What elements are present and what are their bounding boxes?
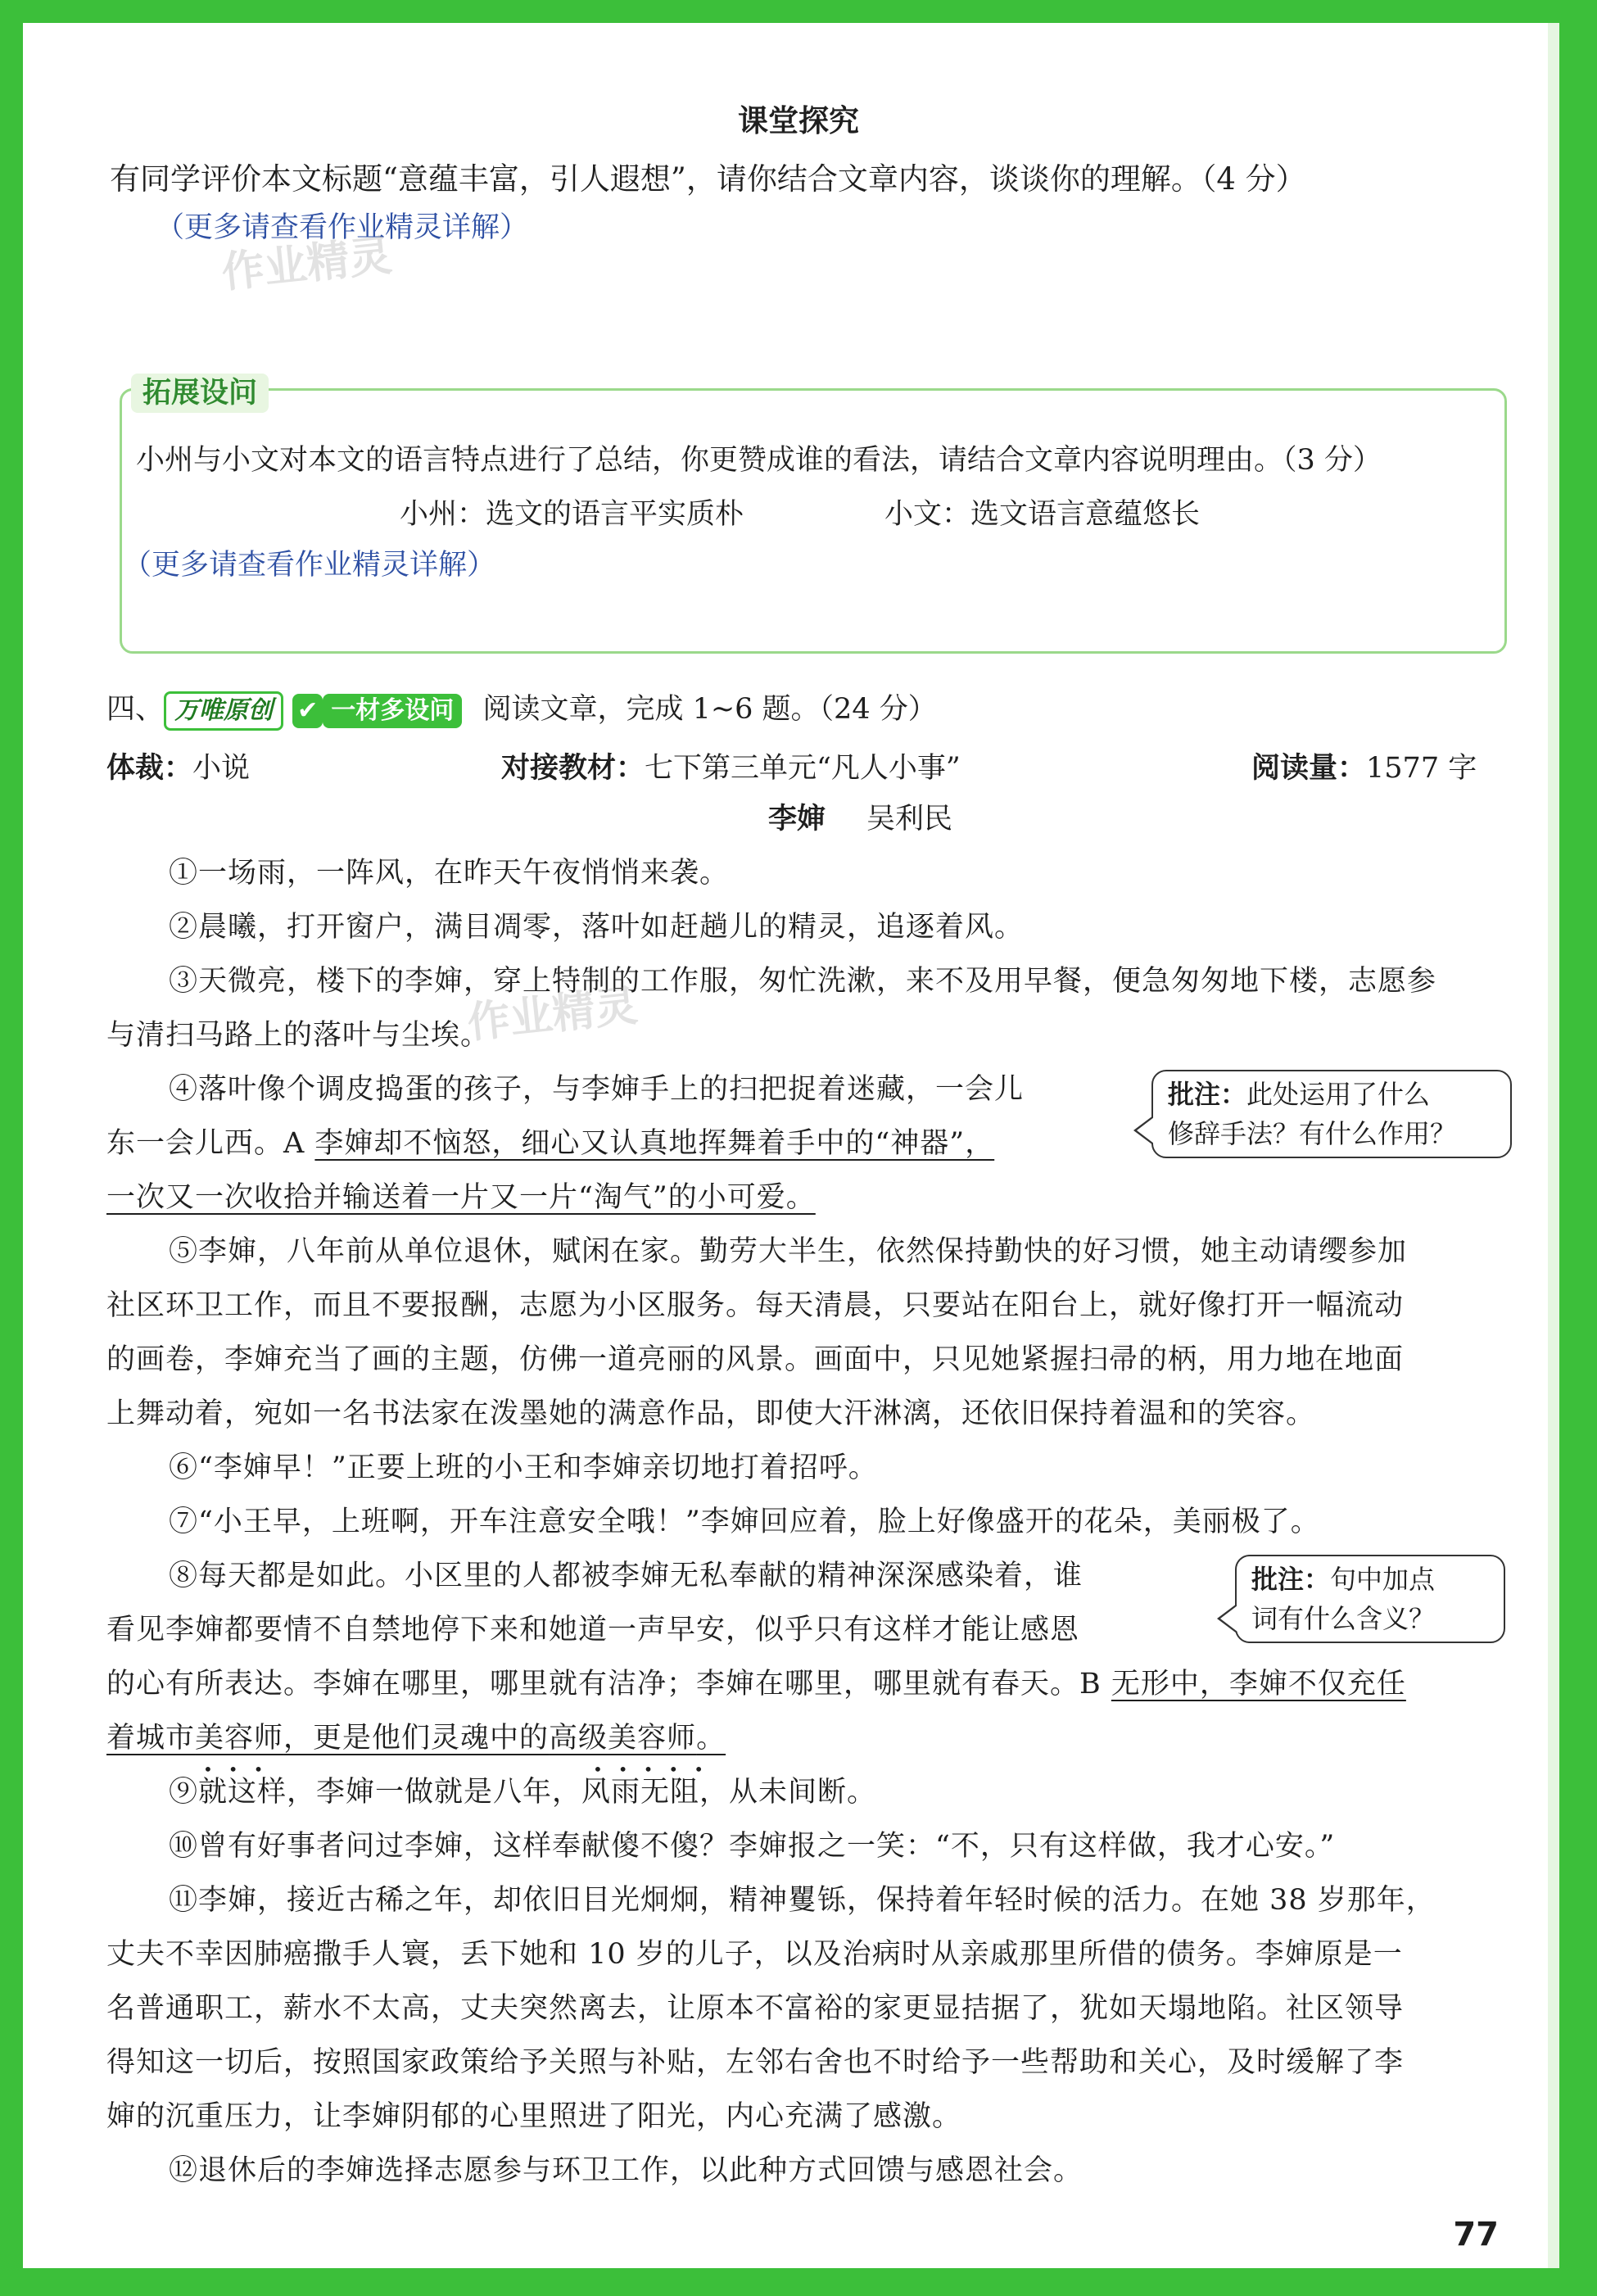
annotation-a-line-2: 修辞手法？有什么作用？ <box>1168 1118 1457 1149</box>
article-author: 吴利民 <box>866 803 953 836</box>
sentence-b-underlined: 无形中，李婶不仅充任 <box>1111 1668 1406 1700</box>
annotation-a <box>1151 1070 1512 1158</box>
paragraph-5-line-4: 上舞动着，宛如一名书法家在泼墨她的满意作品，即使大汗淋漓，还依旧保持着温和的笑容。 <box>106 1397 1316 1430</box>
paragraph-2: ②晨曦，打开窗户，满目凋零，落叶如赶趟儿的精灵，追逐着风。 <box>169 911 1025 944</box>
paragraph-3-line-2: 与清扫马路上的落叶与尘埃。 <box>106 1019 491 1052</box>
genre-meta <box>106 745 250 786</box>
watermark: 作业精灵 <box>219 231 395 298</box>
wordcount-value: 1577 字 <box>1366 752 1477 785</box>
check-icon: ✔ <box>292 694 323 728</box>
paragraph-12: ⑫退休后的李婶选择志愿参与环卫工作，以此种方式回馈与感恩社会。 <box>169 2154 1084 2187</box>
dotted-word-senior-beautician: 高级美容师 <box>549 1722 697 1755</box>
genre-label: 体裁： <box>106 752 193 785</box>
page-frame-right <box>1559 0 1597 2296</box>
textbook-value: 七下第三单元“凡人小事” <box>645 752 961 785</box>
paragraph-3-line-1: ③天微亮，楼下的李婶，穿上特制的工作服，匆忙洗漱，来不及用早餐，便急匆匆地下楼，志愿参 <box>169 965 1437 998</box>
expand-question-text: 小州与小文对本文的语言特点进行了总结，你更赞成谁的看法，请结合文章内容说明理由。（3 分） <box>136 444 1382 477</box>
paragraph-1: ①一场雨，一阵风，在昨天午夜悄悄来袭。 <box>169 857 730 890</box>
question-title-meaning: 有同学评价本文标题“意蕴丰富，引人遐想”，请你结合文章内容，谈谈你的理解。（4 分） <box>110 161 1306 197</box>
paragraph-4-line-2 <box>106 1121 994 1162</box>
article-title: 李婶 <box>768 803 826 836</box>
paragraph-4-line-3: 一次又一次收拾并输送着一片又一片“淘气”的小可爱。 <box>106 1181 816 1214</box>
paragraph-5-line-3: 的画卷，李婶充当了画的主题，仿佛一道亮丽的风景。画面中，只见她紧握扫帚的柄，用力地在地面 <box>106 1343 1405 1376</box>
expand-question-box <box>120 388 1507 654</box>
emphasis-dots-1: ••• <box>203 1759 279 1779</box>
paragraph-11-line-5: 婶的沉重压力，让李婶阴郁的心里照进了阳光，内心充满了感激。 <box>106 2100 962 2133</box>
sentence-b-part-2: ，更是他们灵魂中的 <box>283 1722 550 1755</box>
paragraph-7: ⑦“小王早，上班啊，开车注意安全哦！”李婶回应着，脸上好像盛开的花朵，美丽极了。 <box>169 1506 1320 1538</box>
textbook-label: 对接教材： <box>501 752 645 785</box>
paragraph-11-line-4: 得知这一切后，按照国家政策给予关照与补贴，左邻右舍也不时给予一些帮助和关心，及时缓解了李 <box>106 2046 1405 2079</box>
emphasis-dots-2: ••••• <box>593 1759 719 1779</box>
paragraph-9: ⑨就这样，李婶一做就是八年，风雨无阻，从未间断。 <box>169 1776 877 1809</box>
paragraph-8-line-1: ⑧每天都是如此。小区里的人都被李婶无私奉献的精神深深感染着，谁 <box>169 1560 1084 1592</box>
more-details-link[interactable]: （更多请查看作业精灵详解） <box>123 549 496 582</box>
paragraph-8-line-3 <box>106 1661 1406 1702</box>
sentence-b-end: 。 <box>696 1722 726 1755</box>
watermark: 作业精灵 <box>465 981 640 1048</box>
part4-number: 四、 <box>106 693 165 726</box>
paragraph-4-line-1: ④落叶像个调皮捣蛋的孩子，与李婶手上的扫把捉着迷藏，一会儿 <box>169 1073 1025 1106</box>
opinion-xiaozhou: 小州：选文的语言平实质朴 <box>400 498 744 531</box>
original-badge: 万唯原创 <box>164 691 283 731</box>
paragraph-5-line-2: 社区环卫工作，而且不要报酬，志愿为小区服务。每天清晨，只要站在阳台上，就好像打开一幅流动 <box>106 1289 1405 1322</box>
paragraph-5-line-1: ⑤李婶，八年前从单位退休，赋闲在家。勤劳大半生，依然保持勤快的好习惯，她主动请缨参加 <box>169 1235 1408 1268</box>
multi-question-badge: 一材多设问 <box>323 694 462 728</box>
paragraph-8-line-4 <box>106 1715 726 1756</box>
annotation-b <box>1235 1555 1505 1643</box>
page-frame-top <box>0 0 1597 23</box>
part4-instruction: 阅读文章，完成 1~6 题。（24 分） <box>482 693 937 726</box>
sentence-a-underlined: 李婶却不恼怒，细心又认真地挥舞着手中的“神器”， <box>314 1127 995 1160</box>
wordcount-meta <box>1251 745 1477 786</box>
page-frame-left <box>0 0 23 2296</box>
annotation-b-line-2: 词有什么含义？ <box>1251 1603 1436 1634</box>
annotation-b-pointer-fill <box>1220 1605 1237 1632</box>
paragraph-10: ⑩曾有好事者问过李婶，这样奉献傻不傻？李婶报之一笑：“不，只有这样做，我才心安。” <box>169 1830 1336 1863</box>
wordcount-label: 阅读量： <box>1251 752 1367 785</box>
page-number: 77 <box>1453 2216 1499 2253</box>
annotation-b-line-1: 句中加点 <box>1330 1564 1436 1595</box>
section-title: 课堂探究 <box>738 103 859 138</box>
dotted-word-text: 美容师 <box>195 1722 284 1755</box>
opinion-xiaowen: 小文：选文语言意蕴悠长 <box>884 498 1201 531</box>
annotation-b-label: 批注： <box>1251 1564 1331 1595</box>
sentence-b-marker: 的心有所表达。李婶在哪里，哪里就有洁净；李婶在哪里，哪里就有春天。B <box>106 1668 1111 1700</box>
paragraph-8-line-2: 看见李婶都要情不自禁地停下来和她道一声早安，似乎只有这样才能让感恩 <box>106 1614 1080 1646</box>
genre-value: 小说 <box>192 752 251 785</box>
sentence-b-part-1: 着城市 <box>106 1722 196 1755</box>
annotation-a-line-1: 此处运用了什么 <box>1246 1079 1431 1110</box>
page-side-stripe <box>1548 23 1559 2268</box>
page-frame-bottom <box>0 2268 1597 2296</box>
expand-question-tag: 拓展设问 <box>131 374 269 413</box>
paragraph-11-line-2: 丈夫不幸因肺癌撒手人寰，丢下她和 10 岁的儿子，以及治病时从亲戚那里所借的债务。李婶原是一 <box>106 1938 1403 1971</box>
textbook-meta <box>501 745 961 786</box>
paragraph-11-line-3: 名普通职工，薪水不太高，丈夫突然离去，让原本不富裕的家更显拮据了，犹如天塌地陷。社区领导 <box>106 1992 1405 2025</box>
dotted-word-beautician <box>195 1722 283 1755</box>
more-details-link[interactable]: （更多请查看作业精灵详解） <box>156 211 529 244</box>
paragraph-6: ⑥“李婶早！”正要上班的小王和李婶亲切地打着招呼。 <box>169 1451 878 1484</box>
annotation-a-label: 批注： <box>1168 1079 1247 1110</box>
annotation-a-pointer-fill <box>1137 1117 1154 1143</box>
sentence-a-marker: 东一会儿西。A <box>106 1127 315 1160</box>
part4-header <box>106 686 937 731</box>
paragraph-11-line-1: ⑪李婶，接近古稀之年，却依旧目光炯炯，精神矍铄，保持着年轻时候的活力。在她 38 岁那年， <box>169 1884 1436 1917</box>
